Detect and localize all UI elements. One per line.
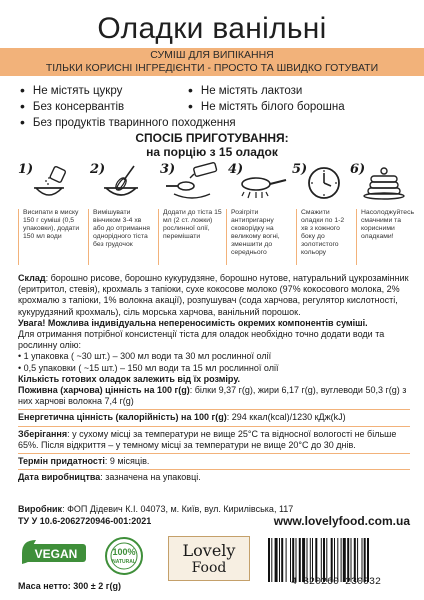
product-title: Оладки ванільні bbox=[97, 12, 327, 45]
step-5-visual bbox=[292, 162, 348, 202]
step-5-text: Смажити оладки по 1-2 хв з кожного боку до золотистого кольору bbox=[296, 209, 352, 265]
method-heading bbox=[0, 131, 424, 159]
nutrition-text: : білки 9,37 г(g), жири 6,17 г(g), вуглеводи 50,3 г(g) з них харчові волокна 7,4 г(g) bbox=[18, 385, 407, 407]
step-1-text: Висипати в миску 150 г суміші (0,5 упаковки), додати 150 мл води bbox=[18, 209, 82, 265]
feature-no-lactose: • Не містять лактози bbox=[188, 81, 302, 97]
barcode-bar bbox=[292, 538, 294, 582]
date-text: : зазначена на упаковці. bbox=[100, 472, 201, 483]
barcode-bar bbox=[281, 538, 283, 582]
nutrition-info bbox=[18, 385, 410, 407]
composition-label: Склад bbox=[18, 273, 46, 283]
step-3-visual bbox=[160, 162, 226, 202]
barcode-bar bbox=[302, 538, 305, 582]
consistency-half-pack: • 0,5 упаковки ( ~15 шт.) – 150 мл води та 15 мл рослинної олії bbox=[18, 362, 279, 373]
step-6-number: 6) bbox=[350, 162, 366, 177]
step-2-text: Вимішувати вінчиком 3-4 хв або до отримання однорідного тіста без грудочок bbox=[88, 209, 154, 265]
feature-no-white-flour: • Не містять білого борошна bbox=[188, 97, 345, 113]
composition-text: : борошно рисове, борошно кукурудзяне, борошно нутове, натуральний цукрозамінник (еритритол, стевія), крохмаль з тапіоки, сухе кокосове молоко (97% кокосового молока, 2% крохмалю з тапіоки, 1% волокна акації), розпушувач (сода харчова, регулятор кислотності, кукурудзяний крохмаль), сіль морська харчова, ванільний порошок. bbox=[18, 273, 409, 317]
step-1-number: 1) bbox=[18, 162, 34, 177]
shelf-life bbox=[18, 456, 410, 467]
allergy-warning bbox=[18, 318, 410, 329]
barcode-bar bbox=[334, 538, 335, 582]
barcode-bar bbox=[343, 538, 346, 582]
producer-text: : ФОП Дідевич К.І. 04073, м. Київ, вул. Кирилівська, 117 bbox=[62, 504, 294, 514]
natural-badge bbox=[104, 536, 144, 576]
method-subtitle: на порцію з 15 оладок bbox=[146, 145, 278, 159]
barcode-bar bbox=[271, 538, 272, 582]
barcode-bar bbox=[268, 538, 270, 582]
method-title: СПОСІБ ПРИГОТУВАННЯ: bbox=[135, 131, 289, 145]
count-note-text: Кількість готових оладок залежить від їх розміру. bbox=[18, 373, 241, 384]
tu-code-text: ТУ У 10.6-2062720946-001:2021 bbox=[18, 516, 152, 526]
divider bbox=[18, 453, 410, 454]
storage-text: : у сухому місці за температури не вище 25°С та відносної вологості не більше 65%. Після відкриття – у темному місці за температури не вище 20°С до 30 днів. bbox=[18, 428, 397, 450]
barcode-bar bbox=[290, 538, 291, 582]
consistency-intro: Для отримання потрібної консистенції тіста для оладок необхідно точно додати води та рослинну олію: bbox=[18, 329, 385, 351]
barcode-bar bbox=[341, 538, 342, 582]
feature-no-sugar: • Не містять цукру bbox=[20, 81, 122, 97]
vegan-badge-label: VEGAN bbox=[34, 547, 78, 561]
barcode-bar bbox=[347, 538, 349, 582]
barcode-bar bbox=[362, 538, 363, 582]
barcode-bar bbox=[299, 538, 301, 582]
barcode-bar bbox=[331, 538, 333, 582]
date-label: Дата виробництва bbox=[18, 472, 101, 483]
consistency-full-pack: • 1 упаковка ( ~30 шт.) – 300 мл води та 30 мл рослинної олії bbox=[18, 351, 272, 362]
divider bbox=[18, 469, 410, 470]
storage-label: Зберігання bbox=[18, 428, 68, 439]
logo-line-2: Food bbox=[191, 560, 227, 576]
barcode-bar bbox=[337, 538, 338, 582]
step-4-visual bbox=[228, 162, 288, 202]
logo-line-1: Lovely bbox=[182, 541, 236, 560]
nutrition-label: Поживна (харчова) цінність на 100 г(g) bbox=[18, 385, 190, 396]
barcode-bar bbox=[354, 538, 356, 582]
producer-label: Виробник bbox=[18, 504, 63, 514]
step-4-text: Розігріти антипригарну сковорідку на великому вогні, зменшити до середнього bbox=[226, 209, 292, 265]
shelf-text: : 9 місяців. bbox=[104, 456, 150, 467]
step-4-number: 4) bbox=[228, 162, 244, 177]
composition-paragraph bbox=[18, 273, 410, 318]
barcode-bar bbox=[315, 538, 317, 582]
composition-block bbox=[18, 273, 410, 483]
allergy-warning-text: Увага! Можлива індивідуальна непереносимість окремих компонентів суміші. bbox=[18, 317, 368, 328]
barcode-bar bbox=[321, 538, 322, 582]
barcode-bar bbox=[307, 538, 308, 582]
energy-label: Енергетична цінність (калорійність) на 100 г(g) bbox=[18, 412, 227, 423]
barcode-bar bbox=[296, 538, 297, 582]
step-3-text: Додати до тіста 15 мл (2 ст. ложки) рослинної олії, перемішати bbox=[158, 209, 222, 265]
step-1-visual bbox=[18, 162, 80, 202]
step-2-visual bbox=[90, 162, 152, 202]
barcode-bar bbox=[275, 538, 278, 582]
barcode-bar bbox=[323, 538, 325, 582]
divider bbox=[18, 426, 410, 427]
barcode-bar bbox=[326, 538, 327, 582]
product-banner bbox=[0, 48, 424, 76]
brand-logo bbox=[168, 536, 250, 581]
natural-badge-pct: 100% bbox=[112, 547, 136, 557]
net-weight: Маса нетто: 300 ± 2 г(g) bbox=[18, 581, 121, 591]
step-2-number: 2) bbox=[90, 162, 106, 177]
barcode-bar bbox=[286, 538, 287, 582]
barcode-number: 4 820260 230032 bbox=[290, 577, 381, 588]
energy-text: : 294 ккал(kcal)/1230 кДж(kJ) bbox=[226, 412, 346, 423]
banner-line-2: ТІЛЬКИ КОРИСНІ ІНГРЕДІЄНТИ - ПРОСТО ТА ШВИДКО ГОТУВАТИ bbox=[45, 62, 379, 74]
storage-info bbox=[18, 429, 410, 451]
feature-no-preservatives: • Без консервантів bbox=[20, 97, 124, 113]
feature-no-animal-products: • Без продуктів тваринного походження bbox=[20, 113, 236, 129]
natural-badge-label: NATURAL bbox=[112, 559, 136, 565]
banner-line-1: СУМІШ ДЛЯ ВИПІКАННЯ bbox=[150, 49, 274, 61]
barcode-bar bbox=[310, 538, 311, 582]
step-3-number: 3) bbox=[160, 162, 176, 177]
website-link[interactable]: www.lovelyfood.com.ua bbox=[273, 514, 410, 528]
step-5-number: 5) bbox=[292, 162, 308, 177]
step-6-text: Насолоджуйтесь смачними та корисними оладками! bbox=[356, 209, 412, 265]
count-note bbox=[18, 374, 410, 385]
barcode-bar bbox=[279, 538, 280, 582]
divider bbox=[18, 409, 410, 410]
step-6-visual bbox=[350, 162, 410, 202]
shelf-label: Термін придатності bbox=[18, 456, 105, 467]
production-date bbox=[18, 472, 410, 483]
barcode-bar bbox=[357, 538, 358, 582]
barcode-bar bbox=[367, 538, 369, 582]
vegan-badge bbox=[18, 536, 88, 570]
energy-info bbox=[18, 412, 410, 423]
barcode-bar bbox=[312, 538, 313, 582]
barcode-bar bbox=[351, 538, 352, 582]
barcode-bar bbox=[364, 538, 366, 582]
